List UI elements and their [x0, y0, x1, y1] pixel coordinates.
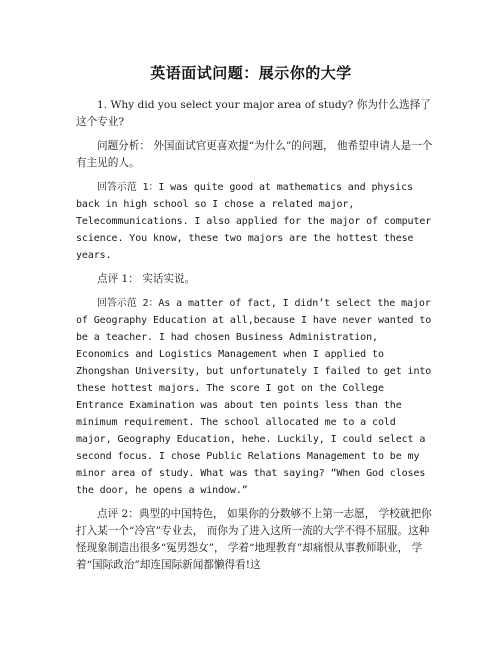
page-title: 英语面试问题：展示你的大学	[150, 64, 352, 82]
comment-2-paragraph: 点评 2：典型的中国特色， 如果你的分数够不上第一志愿， 学校就把你打入某一个“冷宫”专业去， 而你为了进入这所一流的大学不得不屈服。这种怪现象制造出很多“冤男怨女”， 学着“地理教育”却痛恨从事教师职业， 学着“国际政治”却连国际新闻都懒得看!这	[76, 508, 432, 571]
sample-answer-2-paragraph: 回答示范 2：As a matter of fact, I didn’t select the major of Geography Education at all,because I have never wanted to be a teacher. I had chosen Business Administration, Economics and Logistics Management when I applied to Zhongshan University, but unfortunately I failed to get into these hottest majors. The score I got on the College Entrance Examination was about ten points less than the minimum requirement. The school allocated me to a cold major, Geography Education, hehe. Luckily, I could select a second focus. I chose Public Relations Management to be my minor area of study. What was that saying? “When God closes the door, he opens a window.”	[76, 298, 432, 496]
analysis-paragraph: 问题分析： 外国面试官更喜欢提“为什么”的问题， 他希望申请人是一个有主见的人。	[76, 140, 433, 169]
document-body	[76, 97, 436, 581]
comment-1-paragraph: 点评 1： 实话实说。	[97, 273, 196, 285]
sample-answer-1-paragraph: 回答示范 1：I was quite good at mathematics and physics back in high school so I chose a related major, Telecommunications. I also applied for the major of computer science. You know, these two majors are the hottest these years.	[76, 182, 432, 261]
question-paragraph: 1. Why did you select your major area of study? 你为什么选择了这个专业?	[76, 99, 431, 128]
